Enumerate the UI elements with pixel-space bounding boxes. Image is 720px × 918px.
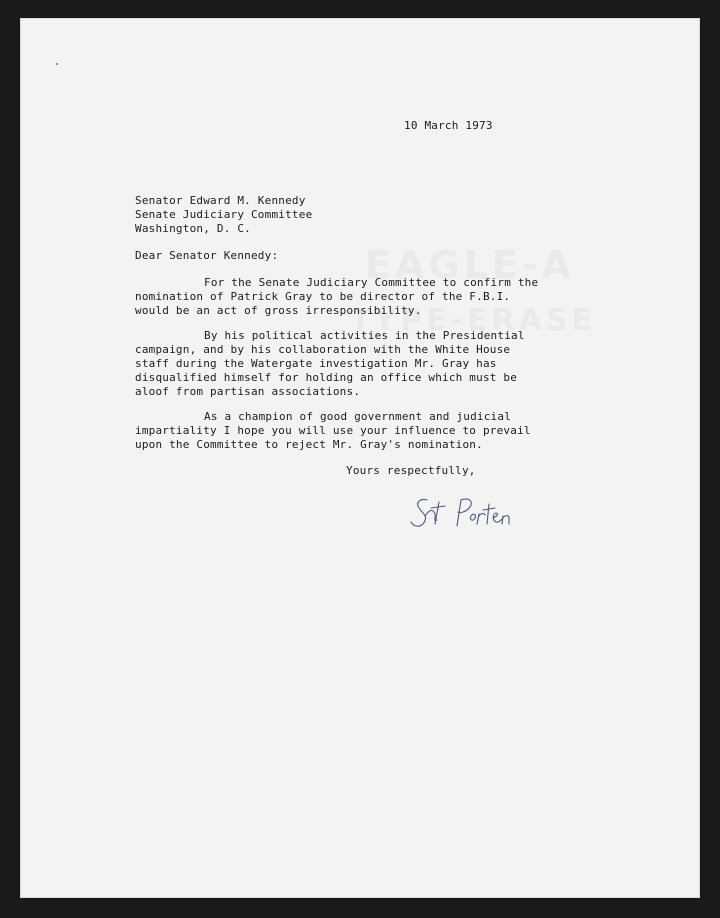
recipient-name: Senator Edward M. Kennedy [135, 194, 306, 207]
paragraph-2-line-3: staff during the Watergate investigation Mr. Gray has [135, 357, 497, 370]
paragraph-1-line-2: nomination of Patrick Gray to be director of the F.B.I. [135, 290, 511, 303]
recipient-location: Washington, D. C. [135, 222, 251, 235]
paragraph-2-line-4: disqualified himself for holding an office which must be [135, 371, 518, 384]
paragraph-3-line-3: upon the Committee to reject Mr. Gray's nomination. [135, 438, 483, 451]
paragraph-3-line-1: As a champion of good government and judicial [204, 410, 512, 423]
paragraph-1-line-3: would be an act of gross irresponsibility. [135, 304, 422, 317]
paper-speck [56, 63, 58, 65]
paragraph-2-line-5: aloof from partisan associations. [135, 385, 361, 398]
paragraph-2-line-1: By his political activities in the Presidential [204, 329, 525, 342]
letter-page [20, 18, 700, 898]
handwritten-signature [405, 486, 515, 546]
paragraph-1-line-1: For the Senate Judiciary Committee to confirm the [204, 276, 539, 289]
paragraph-3-line-2: impartiality I hope you will use your influence to prevail [135, 424, 531, 437]
paragraph-2-line-2: campaign, and by his collaboration with the White House [135, 343, 511, 356]
letter-date: 10 March 1973 [404, 119, 493, 132]
recipient-committee: Senate Judiciary Committee [135, 208, 313, 221]
salutation: Dear Senator Kennedy: [135, 249, 279, 262]
closing: Yours respectfully, [346, 464, 476, 477]
